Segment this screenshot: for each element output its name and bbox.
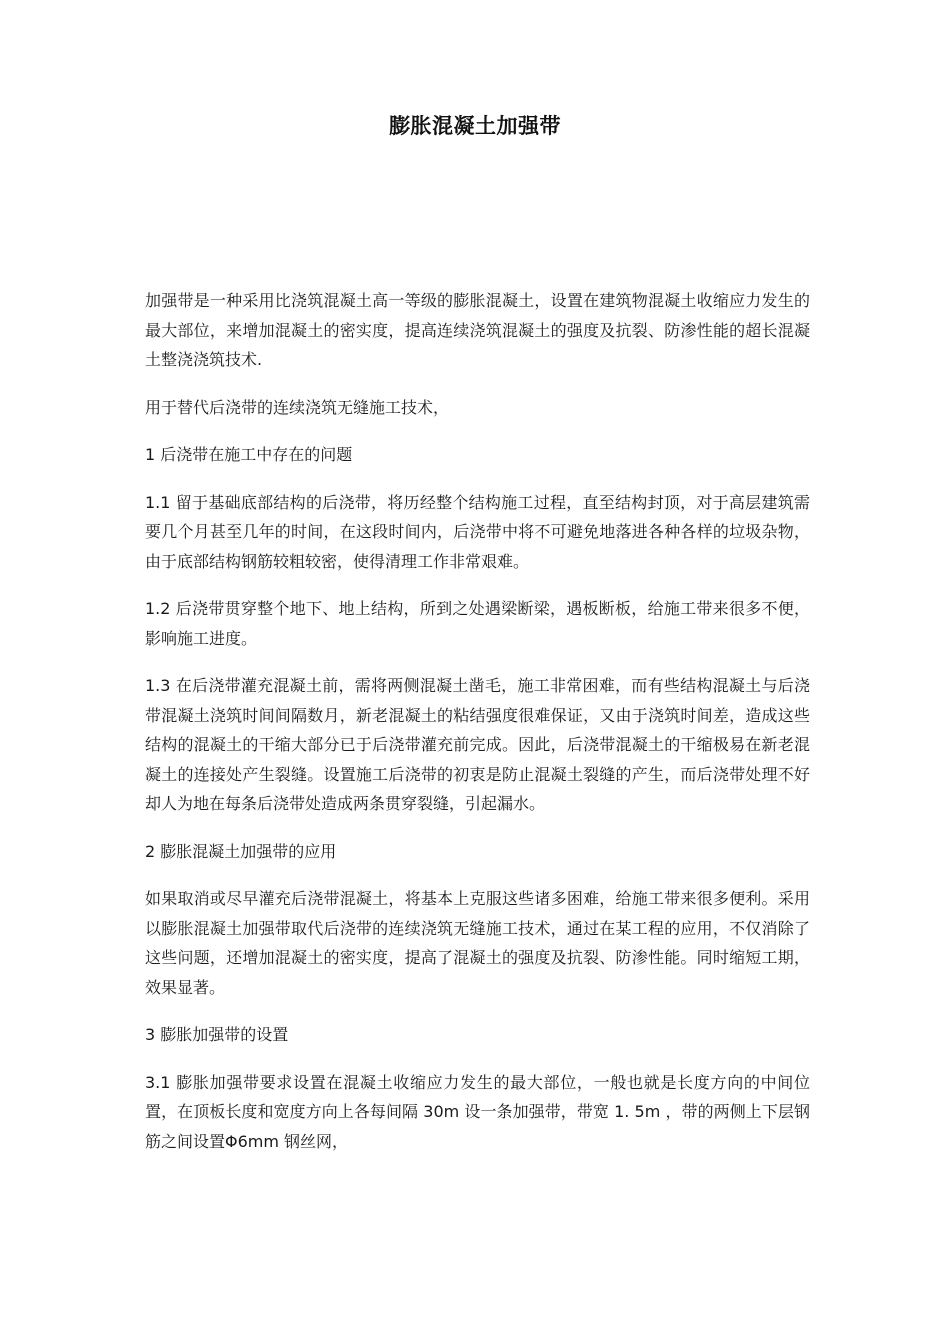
paragraph-1-1: 1.1 留于基础底部结构的后浇带，将历经整个结构施工过程，直至结构封顶，对于高层建筑需要几个月甚至几年的时间，在这段时间内，后浇带中将不可避免地落进各种各样的垃圾杂物，由于底部结构钢筋较粗较密，使得清理工作非常艰难。 bbox=[145, 492, 810, 571]
document-title: 膨胀混凝土加强带 bbox=[389, 114, 561, 138]
paragraph-2: 如果取消或尽早灌充后浇带混凝土，将基本上克服这些诸多困难，给施工带来很多便利。采用以膨胀混凝土加强带取代后浇带的连续浇筑无缝施工技术，通过在某工程的应用，不仅消除了这些问题，还增加混凝土的密实度，提高了混凝土的强度及抗裂、防渗性能。同时缩短工期，效果显著。 bbox=[145, 889, 810, 997]
paragraph-1-3: 1.3 在后浇带灌充混凝土前，需将两侧混凝土凿毛，施工非常困难，而有些结构混凝土与后浇带混凝土浇筑时间间隔数月，新老混凝土的粘结强度很难保证，又由于浇筑时间差，造成这些结构的混凝土的干缩大部分已于后浇带灌充前完成。因此，后浇带混凝土的干缩极易在新老混凝土的连接处产生裂缝。设置施工后浇带的初衷是防止混凝土裂缝的产生，而后浇带处理不好却人为地在每条后浇带处造成两条贯穿裂缝，引起漏水。 bbox=[145, 676, 810, 813]
section-heading-1: 1 后浇带在施工中存在的问题 bbox=[145, 445, 353, 464]
paragraph-1-2: 1.2 后浇带贯穿整个地下、地上结构，所到之处遇梁断梁，遇板断板，给施工带来很多不便，影响施工进度。 bbox=[145, 599, 810, 648]
section-heading-2: 2 膨胀混凝土加强带的应用 bbox=[145, 841, 337, 861]
paragraph-intro: 加强带是一种采用比浇筑混凝土高一等级的膨胀混凝土，设置在建筑物混凝土收缩应力发生的最大部位，来增加混凝土的密实度，提高连续浇筑混凝土的强度及抗裂、防渗性能的超长混凝土整浇浇筑技术. bbox=[145, 291, 810, 369]
paragraph-3-1: 3.1 膨胀加强带要求设置在混凝土收缩应力发生的最大部位，一般也就是长度方向的中间位置，在顶板长度和宽度方向上各每间隔 30m 设一条加强带，带宽 1. 5m ，带的两侧上下层钢筋之间设置Φ6mm 钢丝网， bbox=[145, 1072, 810, 1151]
paragraph-purpose: 用于替代后浇带的连续浇筑无缝施工技术， bbox=[145, 397, 450, 417]
section-heading-3: 3 膨胀加强带的设置 bbox=[145, 1025, 289, 1044]
document-body bbox=[145, 286, 810, 1174]
